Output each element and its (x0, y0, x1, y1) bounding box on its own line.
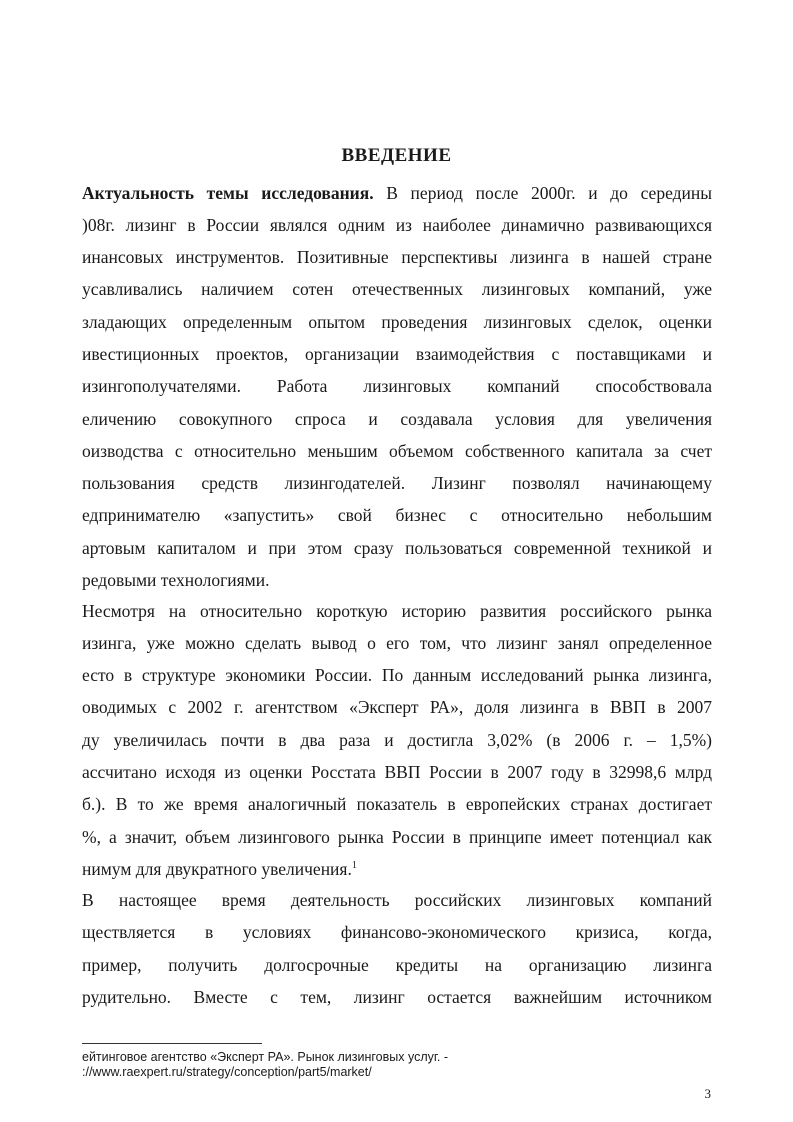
paragraph2-line-5: ассчитано исходя из оценки Росстата ВВП России в 2007 году в 32998,6 млрд (82, 762, 712, 782)
page-title: ВВЕДЕНИЕ (341, 145, 452, 166)
paragraph1-line-12: редовыми технологиями. (82, 570, 270, 590)
paragraph1-lead-rest: В период после 2000г. и до середины (373, 183, 712, 203)
paragraph1-line-9: пользования средств лизингодателей. Лизинг позволял начинающему (82, 473, 712, 493)
paragraph2-line-4: ду увеличилась почти в два раза и достигла 3,02% (в 2006 г. – 1,5%) (82, 730, 712, 750)
paragraph1-line-11: артовым капиталом и при этом сразу пользоваться современной техникой и (82, 538, 712, 558)
paragraph2-line-0: Несмотря на относительно короткую историю развития российского рынка (82, 601, 712, 621)
paragraph1-line-3: усавливались наличием сотен отечественных лизинговых компаний, уже (82, 279, 712, 299)
paragraph1-line-5: ивестиционных проектов, организации взаимодействия с поставщиками и (82, 344, 712, 364)
paragraph1-line-2: инансовых инструментов. Позитивные перспективы лизинга в нашей стране (82, 247, 712, 267)
page-number: 3 (704, 1086, 711, 1101)
paragraph2-last-text: нимум для двукратного увеличения. (82, 859, 352, 879)
paragraph3-line-0: В настоящее время деятельность российских лизинговых компаний (82, 890, 712, 910)
paragraph1-line-10: едпринимателю «запустить» свой бизнес с относительно небольшим (82, 505, 712, 525)
footnote-reference[interactable]: 1 (351, 860, 357, 872)
footnote-line-2[interactable]: ://www.raexpert.ru/strategy/conception/part5/market/ (82, 1065, 372, 1079)
paragraph1-line-6: изингополучателями. Работа лизинговых компаний способствовала (82, 376, 712, 396)
paragraph1-line-1: )08г. лизинг в России являлся одним из наиболее динамично развивающихся (82, 215, 712, 235)
paragraph3-line-3: рудительно. Вместе с тем, лизинг остается важнейшим источником (82, 987, 712, 1007)
paragraph2-line-3: оводимых с 2002 г. агентством «Эксперт РА», доля лизинга в ВВП в 2007 (82, 697, 712, 717)
paragraph2-line-8 (82, 858, 712, 880)
paragraph1-line-8: оизводства с относительно меньшим объемом собственного капитала за счет (82, 441, 712, 461)
paragraph1-line-0 (82, 182, 712, 204)
paragraph2-line-7: %, а значит, объем лизингового рынка России в принципе имеет потенциал как (82, 827, 712, 847)
paragraph1-line-7: еличению совокупного спроса и создавала условия для увеличения (82, 409, 712, 429)
paragraph2-line-6: б.). В то же время аналогичный показатель в европейских странах достигает (82, 794, 712, 814)
paragraph1-line-4: зладающих определенным опытом проведения лизинговых сделок, оценки (82, 312, 712, 332)
paragraph2-line-1: изинга, уже можно сделать вывод о его том, что лизинг занял определенное (82, 633, 712, 653)
paragraph3-line-2: пример, получить долгосрочные кредиты на организацию лизинга (82, 955, 712, 975)
footnote-divider (82, 1043, 262, 1044)
paragraph3-line-1: ществляется в условиях финансово-экономического кризиса, когда, (82, 922, 712, 942)
paragraph1-lead-bold: Актуальность темы исследования. (82, 183, 374, 203)
paragraph2-line-2: есто в структуре экономики России. По данным исследований рынка лизинга, (82, 665, 712, 685)
footnote-line-1: ейтинговое агентство «Эксперт РА». Рынок лизинговых услуг. - (82, 1050, 449, 1064)
